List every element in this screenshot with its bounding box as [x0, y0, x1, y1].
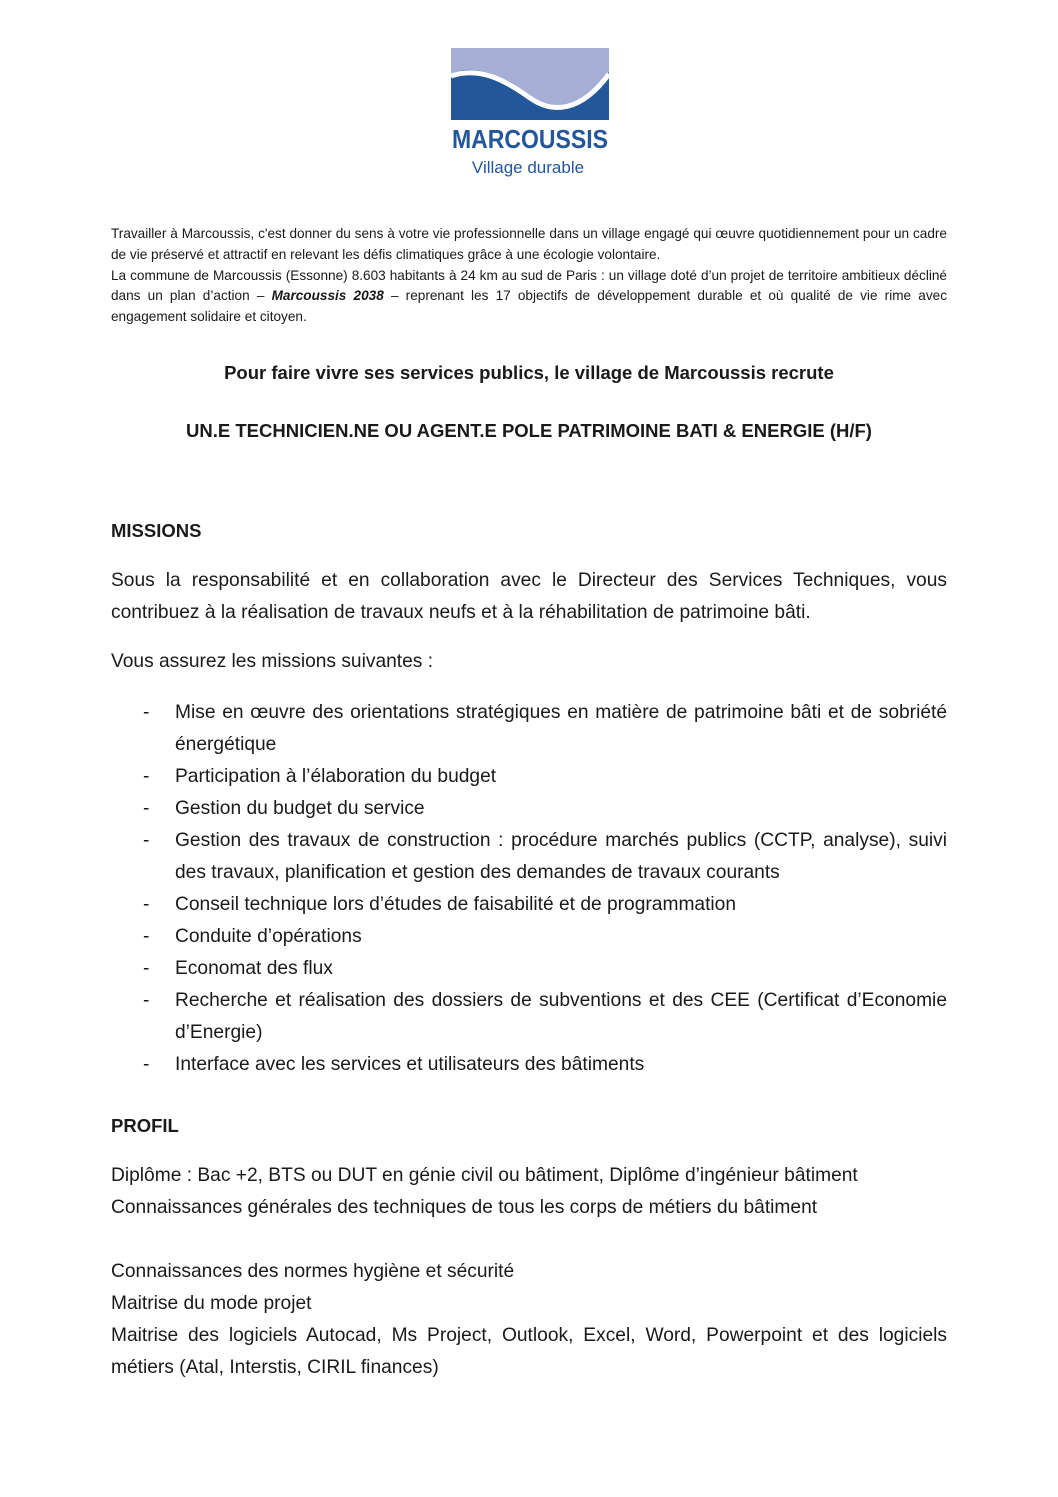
profil-block-1: [111, 1160, 947, 1224]
profil-line: Maitrise des logiciels Autocad, Ms Project, Outlook, Excel, Word, Powerpoint et des logiciels métiers (Atal, Interstis, CIRIL finances): [111, 1325, 947, 1378]
job-title: UN.E TECHNICIEN.NE OU AGENT.E POLE PATRIMOINE BATI & ENERGIE (H/F): [186, 420, 872, 441]
list-item: [111, 921, 947, 953]
missions-heading: MISSIONS: [111, 520, 202, 541]
list-item-text: Recherche et réalisation des dossiers de subventions et des CEE (Certificat d’Economie d’Energie): [175, 990, 947, 1043]
list-item: [111, 697, 947, 761]
profil-line: Diplôme : Bac +2, BTS ou DUT en génie civil ou bâtiment, Diplôme d’ingénieur bâtiment: [111, 1165, 858, 1186]
list-dash: -: [143, 958, 150, 979]
list-item-text: Gestion des travaux de construction : procédure marchés publics (CCTP, analyse), suivi des travaux, planification et gestion des demandes de travaux courants: [175, 830, 947, 883]
logo-name: MARCOUSSIS: [452, 124, 608, 154]
plan-name: Marcoussis 2038: [271, 288, 384, 304]
list-item-text: Economat des flux: [175, 958, 333, 979]
list-item-text: Conseil technique lors d’études de faisabilité et de programmation: [175, 894, 737, 915]
list-item-text: Gestion du budget du service: [175, 798, 425, 819]
list-item: [111, 889, 947, 921]
missions-lead-text: Vous assurez les missions suivantes :: [111, 651, 434, 672]
profil-block-2: [111, 1256, 947, 1384]
list-item-text: Interface avec les services et utilisateurs des bâtiments: [175, 1054, 645, 1075]
profil-line: Connaissances générales des techniques de tous les corps de métiers du bâtiment: [111, 1197, 818, 1218]
profil-line: Connaissances des normes hygiène et sécurité: [111, 1261, 515, 1282]
list-dash: -: [143, 894, 150, 915]
intro-text-2-after: – reprenant les 17 objectifs de développement durable et où qualité de vie rime avec engagement solidaire et citoyen.: [111, 288, 947, 325]
list-dash: -: [143, 702, 150, 723]
list-dash: -: [143, 766, 150, 787]
missions-intro-text: Sous la responsabilité et en collaboration avec le Directeur des Services Techniques, vous contribuez à la réalisation de travaux neufs et à la réhabilitation de patrimoine bâti.: [111, 570, 947, 623]
list-item-text: Mise en œuvre des orientations stratégiques en matière de patrimoine bâti et de sobriété énergétique: [175, 702, 947, 755]
intro-text-2: [111, 266, 947, 328]
logo-tagline: Village durable: [471, 158, 585, 177]
profil-line: Maitrise du mode projet: [111, 1293, 312, 1314]
list-item: [111, 825, 947, 889]
list-dash: -: [143, 1054, 150, 1075]
marcoussis-logo: [431, 22, 629, 204]
list-dash: -: [143, 926, 150, 947]
list-item-text: Conduite d’opérations: [175, 926, 362, 947]
list-dash: -: [143, 830, 150, 851]
list-dash: -: [143, 798, 150, 819]
list-item: [111, 793, 947, 825]
intro-text-1: Travailler à Marcoussis, c'est donner du sens à votre vie professionnelle dans un village engagé qui œuvre quotidiennement pour un cadre de vie préservé et attractif en relevant les défis climatiques grâce à une écologie volontaire.: [111, 226, 947, 262]
list-item-text: Participation à l’élaboration du budget: [175, 766, 497, 787]
recruit-line: Pour faire vivre ses services publics, le village de Marcoussis recrute: [224, 362, 834, 383]
intro-text-2-before: La commune de Marcoussis (Essonne) 8.603 habitants à 24 km au sud de Paris : un village doté d’un projet de territoire ambitieux décliné dans un plan d’action –: [111, 267, 947, 304]
missions-intro: [111, 565, 947, 629]
intro-paragraph: [111, 224, 947, 328]
missions-lead: [111, 646, 947, 678]
list-item: [111, 953, 947, 985]
list-item: [111, 1049, 947, 1081]
missions-list: [111, 697, 947, 1081]
list-item: [111, 985, 947, 1049]
profil-heading: PROFIL: [111, 1115, 179, 1136]
list-dash: -: [143, 990, 150, 1011]
list-item: [111, 761, 947, 793]
